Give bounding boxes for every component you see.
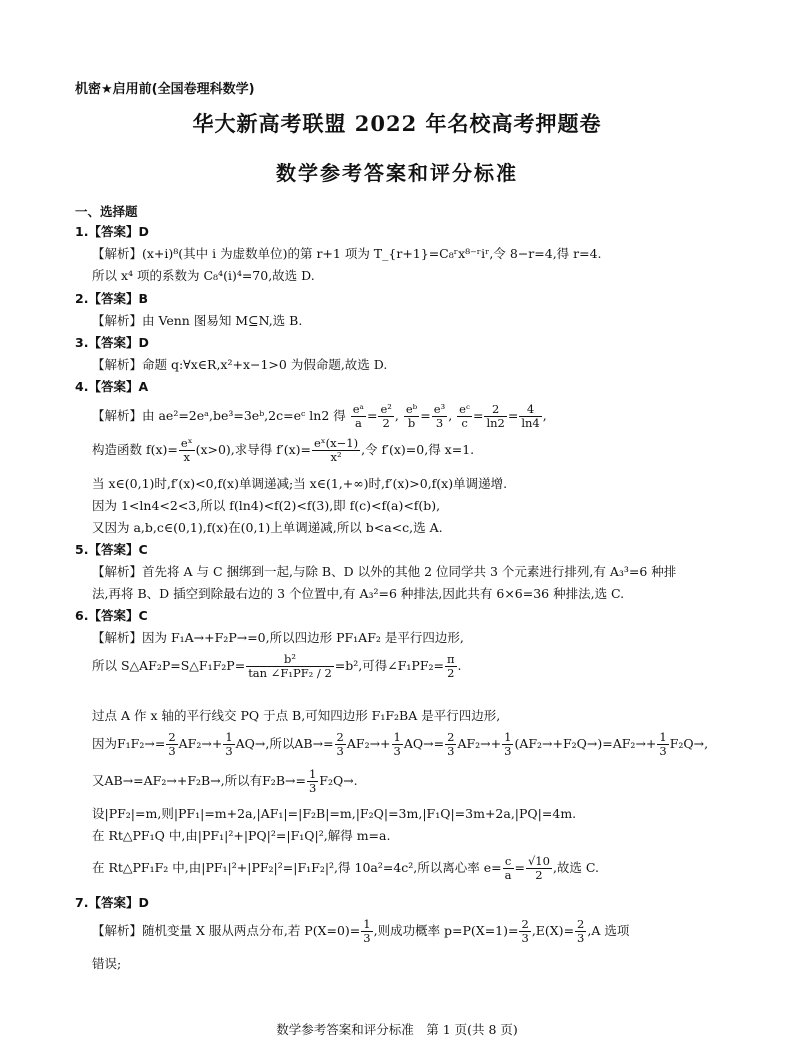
fraction: [378, 403, 393, 430]
numerator: 4: [519, 403, 541, 417]
numerator: 1: [393, 730, 401, 744]
numerator: 1: [659, 730, 667, 744]
q6-f1-text: 所以 S△AF₂P=S△F₁F₂P=: [92, 658, 246, 673]
q6-f3-text: 又AB→=AF₂→+F₂B→,所以有F₂B→=: [92, 773, 306, 788]
fraction: [484, 403, 506, 430]
fraction: [223, 731, 234, 758]
numerator: 1: [225, 730, 233, 744]
fraction: [502, 731, 513, 758]
numerator: eˣ: [180, 436, 193, 450]
q7-f1-text: 【解析】随机变量 X 服从两点分布,若 P(X=0)=: [92, 923, 361, 938]
numerator: e³: [433, 402, 446, 416]
denominator: 3: [363, 931, 371, 945]
term: ,则成功概率 p=P(X=1)=: [373, 923, 519, 938]
q4-f1-text: 【解析】由 ae²=2eᵃ,be³=3eᵇ,2c=eᶜ ln2 得: [92, 408, 346, 423]
denominator: 3: [659, 744, 667, 758]
numerator: 2: [484, 403, 506, 417]
q1-analysis: 【解析】(x+i)⁸(其中 i 为虚数单位)的第 r+1 项为 T_{r+1}=C₈ʳx⁸⁻ʳiʳ,令 8−r=4,得 r=4.: [92, 246, 602, 261]
q1-analysis-2: 所以 x⁴ 项的系数为 C₈⁴(i)⁴=70,故选 D.: [92, 268, 315, 283]
denominator: 3: [393, 744, 401, 758]
denominator: ln4: [521, 416, 540, 430]
q6-answer: 6.【答案】C: [75, 608, 148, 623]
numerator: √10: [527, 854, 550, 868]
fraction: [166, 731, 177, 758]
term: F₂Q→.: [319, 773, 358, 788]
document-subtitle: 数学参考答案和评分标准: [276, 161, 518, 185]
q6-formula-1: [92, 653, 462, 680]
fraction: [445, 731, 456, 758]
numerator: 2: [577, 917, 585, 931]
denominator: a: [354, 416, 362, 430]
q4-f2-text: 构造函数 f(x)=: [92, 442, 178, 457]
q4-f2-end: ,令 f′(x)=0,得 x=1.: [361, 442, 475, 457]
fraction: [404, 403, 419, 430]
fraction: [351, 403, 366, 430]
op: ,: [448, 408, 453, 423]
denominator: x: [183, 450, 190, 464]
q7-formula-1: [92, 918, 629, 945]
numerator: 2: [336, 730, 344, 744]
op: =: [472, 408, 484, 423]
op: ,: [394, 408, 399, 423]
term: ,E(X)=: [531, 923, 575, 938]
q6-f2-text: 因为F₁F₂→=: [92, 736, 166, 751]
term: F₂Q→,: [669, 736, 709, 751]
denominator: 2: [535, 868, 543, 882]
op: =: [367, 408, 378, 423]
q4-analysis-5: 又因为 a,b,c∈(0,1),f(x)在(0,1)上单调递减,所以 b<a<c,选 A.: [92, 520, 443, 535]
denominator: 3: [225, 744, 233, 758]
fraction: [575, 918, 586, 945]
fraction: [392, 731, 403, 758]
q6-formula-3: [92, 768, 358, 795]
q6-f1-mid: =b²,可得∠F₁PF₂=: [334, 658, 444, 673]
fraction: [432, 403, 447, 430]
q6-analysis-3: 设|PF₂|=m,则|PF₁|=m+2a,|AF₁|=|F₂B|=m,|F₂Q|=3m,|F₁Q|=3m+2a,|PQ|=4m.: [92, 806, 577, 821]
numerator: π: [446, 652, 455, 666]
numerator: 1: [363, 917, 371, 931]
numerator: b²: [246, 653, 334, 667]
op: =: [420, 408, 431, 423]
op: =: [507, 408, 519, 423]
fraction: [335, 731, 346, 758]
section-heading: 一、选择题: [75, 204, 138, 219]
fraction: [312, 437, 360, 464]
q4-analysis-4: 因为 1<ln4<2<3,所以 f(ln4)<f(2)<f(3),即 f(c)<f(a)<f(b),: [92, 498, 441, 513]
q2-answer: 2.【答案】B: [75, 291, 148, 306]
fraction: [457, 403, 472, 430]
numerator: eᶜ: [459, 402, 470, 416]
q4-analysis-3: 当 x∈(0,1)时,f′(x)<0,f(x)单调递减;当 x∈(1,+∞)时,f′(x)>0,f(x)单调递增.: [92, 476, 508, 491]
denominator: 3: [168, 744, 176, 758]
denominator: tan ∠F₁PF₂ / 2: [248, 666, 332, 680]
q3-analysis: 【解析】命题 q:∀x∈R,x²+x−1>0 为假命题,故选 D.: [92, 357, 388, 372]
op: .: [457, 658, 462, 673]
q5-answer: 5.【答案】C: [75, 542, 148, 557]
denominator: 2: [382, 416, 390, 430]
q1-answer: 1.【答案】D: [75, 224, 149, 239]
denominator: 3: [435, 416, 444, 430]
q5-analysis-2: 法,再将 B、D 插空到除最右边的 3 个位置中,有 A₃²=6 种排法,因此共有 6×6=36 种排法,选 C.: [92, 586, 625, 601]
q2-analysis: 【解析】由 Venn 图易知 M⊆N,选 B.: [92, 313, 303, 328]
denominator: b: [407, 416, 416, 430]
fraction: [503, 855, 514, 882]
q6-formula-4: [92, 855, 599, 882]
term: ,A 选项: [587, 923, 630, 938]
q6-f4-text: 在 Rt△PF₁F₂ 中,由|PF₁|²+|PF₂|²=|F₁F₂|²,得 10a²=4c²,所以离心率 e=: [92, 860, 502, 875]
term: AQ→=: [403, 736, 445, 751]
denominator: 2: [447, 666, 455, 680]
denominator: 3: [521, 931, 529, 945]
denominator: x²: [330, 450, 342, 464]
fraction: [361, 918, 372, 945]
denominator: a: [504, 868, 512, 882]
confidential-label: 机密★启用前(全国卷理科数学): [75, 82, 255, 97]
fraction: [526, 855, 552, 882]
term: AF₂→+: [457, 736, 502, 751]
q4-formula-2: [92, 437, 474, 464]
numerator: 1: [504, 730, 512, 744]
fraction: [179, 437, 195, 464]
numerator: e²: [380, 402, 392, 416]
term: AF₂→+: [346, 736, 391, 751]
numerator: 2: [168, 730, 176, 744]
fraction: [519, 918, 530, 945]
denominator: 3: [336, 744, 344, 758]
q6-formula-2: [92, 731, 708, 758]
denominator: c: [461, 416, 468, 430]
fraction: [445, 653, 457, 680]
q4-f2-mid: (x>0),求导得 f′(x)=: [195, 442, 311, 457]
numerator: 2: [447, 730, 455, 744]
numerator: eˣ(x−1): [314, 436, 359, 450]
term: AF₂→+: [178, 736, 223, 751]
fraction: [246, 653, 334, 680]
numerator: eᵇ: [405, 402, 418, 416]
numerator: eᵃ: [352, 402, 364, 416]
fraction: [519, 403, 541, 430]
op: ,: [542, 408, 547, 423]
numerator: 2: [521, 917, 529, 931]
numerator: 1: [308, 767, 317, 781]
denominator: 3: [308, 781, 317, 795]
term: AQ→,所以AB→=: [235, 736, 334, 751]
denominator: 3: [447, 744, 455, 758]
term: (AF₂→+F₂Q→)=AF₂→+: [514, 736, 657, 751]
q4-answer: 4.【答案】A: [75, 379, 149, 394]
q3-answer: 3.【答案】D: [75, 335, 149, 350]
denominator: 3: [577, 931, 585, 945]
fraction: [657, 731, 668, 758]
page-footer: 数学参考答案和评分标准 第 1 页(共 8 页): [276, 1022, 518, 1037]
fraction: [307, 768, 318, 795]
q7-analysis-2: 错误;: [92, 956, 122, 971]
denominator: ln2: [486, 416, 505, 430]
q6-analysis-2: 过点 A 作 x 轴的平行线交 PQ 于点 B,可知四边形 F₁F₂BA 是平行四边形,: [92, 708, 501, 723]
q6-analysis-4: 在 Rt△PF₁Q 中,由|PF₁|²+|PQ|²=|F₁Q|²,解得 m=a.: [92, 828, 391, 843]
denominator: 3: [504, 744, 512, 758]
term: ,故选 C.: [552, 860, 599, 875]
op: =: [514, 860, 525, 875]
numerator: c: [503, 855, 514, 869]
q4-formula-1: [92, 403, 547, 430]
q6-analysis: 【解析】因为 F₁A→+F₂P→=0,所以四边形 PF₁AF₂ 是平行四边形,: [92, 630, 464, 645]
q5-analysis: 【解析】首先将 A 与 C 捆绑到一起,与除 B、D 以外的其他 2 位同学共 3 个元素进行排列,有 A₃³=6 种排: [92, 564, 677, 579]
q7-answer: 7.【答案】D: [75, 895, 149, 910]
document-title: 华大新高考联盟 2022 年名校高考押题卷: [192, 111, 602, 136]
